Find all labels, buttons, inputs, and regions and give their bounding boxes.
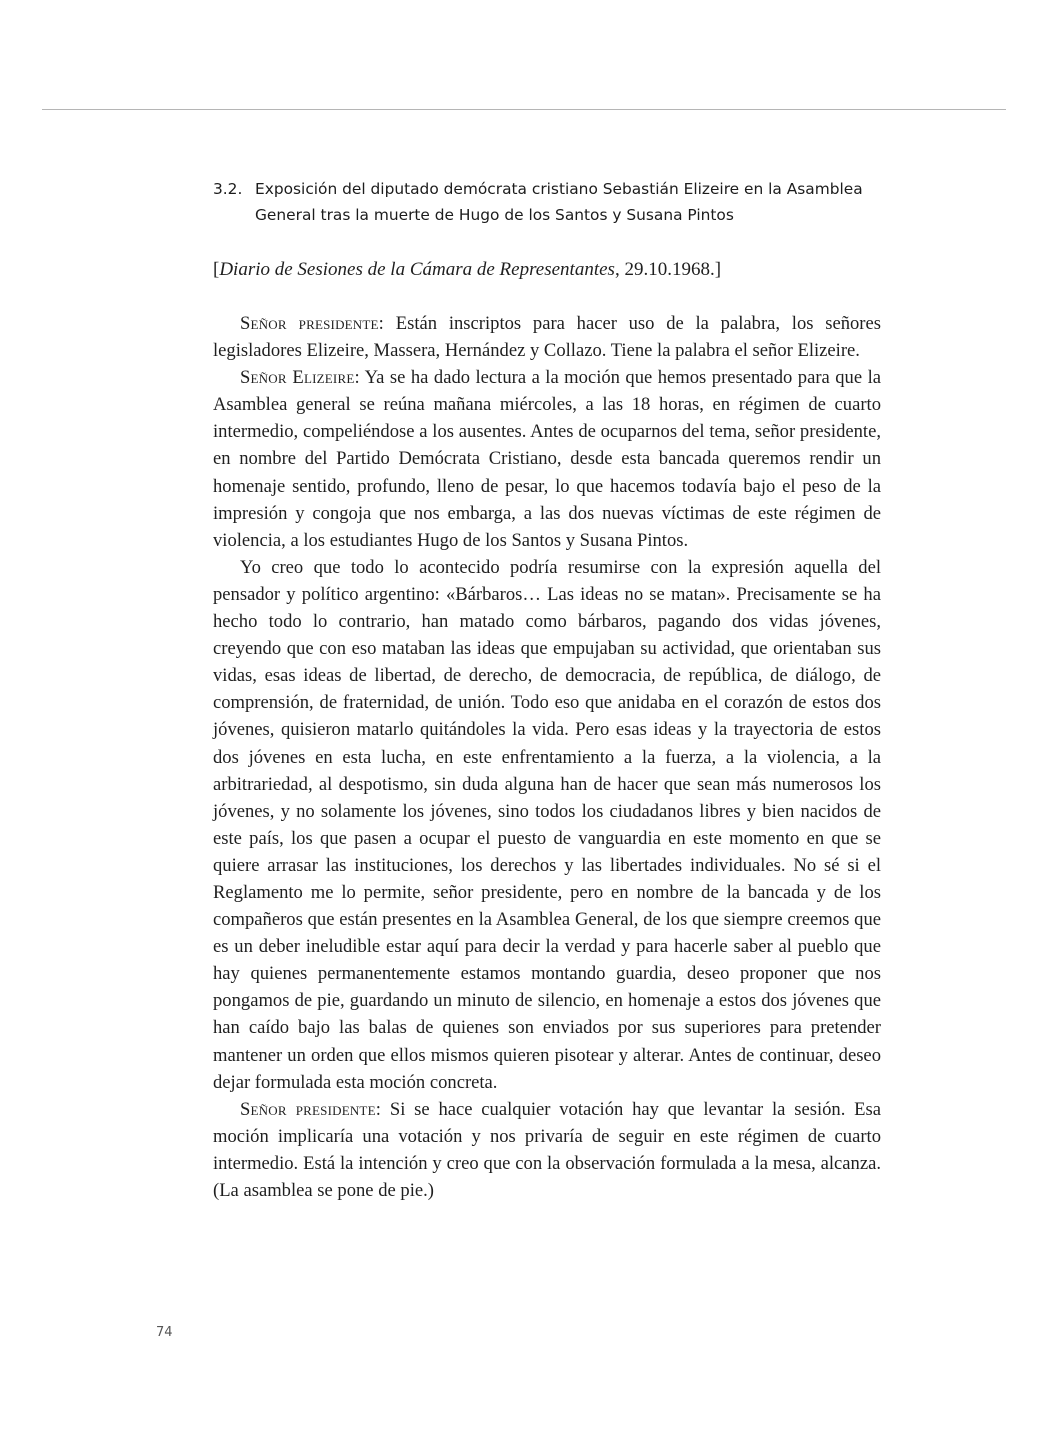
paragraph-text: Ya se ha dado lectura a la moción que hemos presentado para que la Asamblea general se reúna mañana miércoles, a las 18 horas, en régimen de cuarto intermedio, compeliéndose a los ausentes. Antes de ocuparnos del tema, señor presidente, en nombre del Partido Demócrata Cristiano, desde esta bancada queremos rendir un homenaje sentido, profundo, lleno de pesar, lo que hacemos todavía bajo el peso de la impresión y congoja que nos embarga, a las dos nuevas víctimas de este régimen de violencia, a los estudiantes Hugo de los Santos y Susana Pintos.	[213, 367, 881, 551]
header-rule	[42, 109, 1006, 110]
transcript-body	[213, 310, 881, 1204]
paragraph	[213, 1096, 881, 1204]
speaker-label: Señor presidente:	[240, 1098, 382, 1120]
paragraph-text: Yo creo que todo lo acontecido podría resumirse con la expresión aquella del pensador y político argentino: «Bárbaros… Las ideas no se matan». Precisamente se ha hecho todo lo contrario, han matado como bárbaros, pagando dos vidas jóvenes, creyendo que con eso mataban las ideas que empujaban su actividad, que orientaban sus vidas, esas ideas de libertad, de derecho, de democracia, de república, de diálogo, de comprensión, de fraternidad, de unión. Todo eso que anidaba en el corazón de estos dos jóvenes, quisieron matarlo quitándoles la vida. Pero esas ideas y la trayectoria de estos dos jóvenes en esta lucha, en este enfrentamiento a la fuerza, a la violencia, a la arbitrariedad, al despotismo, sin duda alguna han de hacer que sean más numerosos los jóvenes, y no solamente los jóvenes, sino todos los ciudadanos libres y bien nacidos de este país, los que pasen a ocupar el puesto de vanguardia en este momento en que se quiere arrasar las instituciones, los derechos y las libertades individuales. No sé si el Reglamento me lo permite, señor presidente, pero en nombre de la bancada y de los compañeros que están presentes en la Asamblea General, de los que siempre creemos que es un deber ineludible estar aquí para decir la verdad y para hacerle saber al pueblo que hay quienes permanentemente estamos montando guardia, deseo proponer que nos pongamos de pie, guardando un minuto de silencio, en homenaje a estos dos jóvenes que han caído bajo las balas de quienes son enviados por sus superiores para pretender mantener un orden que ellos mismos quieren pisotear y alterar. Antes de continuar, deseo dejar formulada esta moción concreta.	[213, 556, 881, 1093]
section-title: Exposición del diputado demócrata cristiano Sebastián Elizeire en la Asamblea General tras la muerte de Hugo de los Santos y Susana Pintos	[255, 180, 863, 224]
source-citation	[213, 256, 881, 283]
page-number: 74	[156, 1325, 173, 1340]
source-open-bracket: [	[213, 259, 220, 280]
speaker-label: Señor Elizeire:	[240, 367, 360, 389]
section-heading	[213, 176, 881, 228]
paragraph	[213, 364, 881, 554]
paragraph-text: Si se hace cualquier votación hay que levantar la sesión. Esa moción implicaría una votación y nos privaría de seguir en este régimen de cuarto intermedio. Está la intención y creo que con la observación formulada a la mesa, alcanza. (La asamblea se pone de pie.)	[213, 1098, 881, 1201]
paragraph-text: Están inscriptos para hacer uso de la palabra, los señores legisladores Elizeire, Massera, Hernández y Collazo. Tiene la palabra el señor Elizeire.	[213, 313, 881, 362]
paragraph	[213, 310, 881, 364]
source-date: , 29.10.1968.]	[614, 259, 722, 280]
speaker-label: Señor presidente:	[240, 313, 385, 334]
section-number: 3.2.	[213, 180, 243, 198]
source-title: Diario de Sesiones de la Cámara de Representantes	[219, 259, 615, 280]
paragraph	[213, 554, 881, 1096]
